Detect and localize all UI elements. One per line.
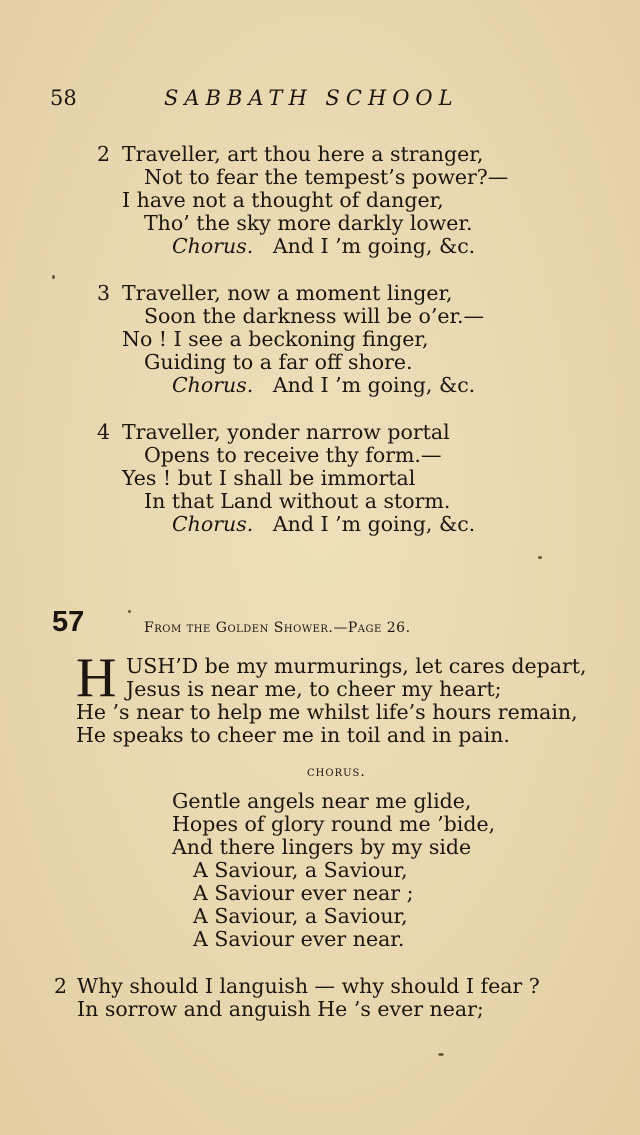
chorus-heading: chorus. xyxy=(307,764,366,780)
hymn-source: From the Golden Shower.—Page 26. xyxy=(144,620,411,636)
verse-line: In sorrow and anguish He ’s ever near; xyxy=(77,997,484,1021)
chorus-label: Chorus. xyxy=(172,512,254,536)
chorus-line: A Saviour, a Saviour, xyxy=(193,904,408,928)
stanza-number: 2 xyxy=(97,142,111,166)
verse-line: Jesus is near me, to cheer my heart; xyxy=(126,677,502,701)
stanza-number: 2 xyxy=(54,974,68,998)
verse-line: Yes ! but I shall be immortal xyxy=(122,466,416,490)
chorus-line: A Saviour ever near. xyxy=(193,927,405,951)
paper-speck xyxy=(538,556,542,559)
chorus-cue xyxy=(172,375,475,396)
chorus-label: Chorus. xyxy=(172,373,254,397)
verse-line: Opens to receive thy form.— xyxy=(144,443,442,467)
verse-line: I have not a thought of danger, xyxy=(122,188,444,212)
verse-line: No ! I see a beckoning finger, xyxy=(122,327,429,351)
chorus-cue xyxy=(172,514,475,535)
verse-line: Traveller, now a moment linger, xyxy=(122,281,453,305)
drop-cap: H xyxy=(76,647,117,709)
page-number: 58 xyxy=(50,86,77,110)
verse-line: In that Land without a storm. xyxy=(144,489,451,513)
chorus-text: And I ’m going, &c. xyxy=(272,512,476,536)
hymn-number: 57 xyxy=(52,606,85,638)
paper-speck xyxy=(52,275,55,279)
verse-line: Traveller, art thou here a stranger, xyxy=(122,142,484,166)
paper-speck xyxy=(438,1053,444,1056)
paper-speck xyxy=(128,610,131,613)
running-title: SABBATH SCHOOL xyxy=(164,86,459,110)
chorus-line: A Saviour, a Saviour, xyxy=(193,858,408,882)
verse-line: Not to fear the tempest’s power?— xyxy=(144,165,509,189)
chorus-text: And I ’m going, &c. xyxy=(272,234,476,258)
verse-line: He ’s near to help me whilst life’s hours remain, xyxy=(76,700,578,724)
chorus-line: Gentle angels near me glide, xyxy=(172,789,472,813)
stanza-number: 3 xyxy=(97,281,111,305)
verse-line: He speaks to cheer me in toil and in pain. xyxy=(76,723,510,747)
chorus-label: Chorus. xyxy=(172,234,254,258)
chorus-cue xyxy=(172,236,475,257)
chorus-line: A Saviour ever near ; xyxy=(193,881,414,905)
verse-line: Why should I languish — why should I fear ? xyxy=(77,974,540,998)
verse-line: Guiding to a far off shore. xyxy=(144,350,413,374)
verse-line: USH’D be my murmurings, let cares depart, xyxy=(126,654,587,678)
verse-line: Tho’ the sky more darkly lower. xyxy=(144,211,473,235)
chorus-text: And I ’m going, &c. xyxy=(272,373,476,397)
verse-line: Traveller, yonder narrow portal xyxy=(122,420,450,444)
chorus-line: And there lingers by my side xyxy=(172,835,472,859)
verse-line: Soon the darkness will be o’er.— xyxy=(144,304,485,328)
chorus-line: Hopes of glory round me ’bide, xyxy=(172,812,496,836)
stanza-number: 4 xyxy=(97,420,111,444)
